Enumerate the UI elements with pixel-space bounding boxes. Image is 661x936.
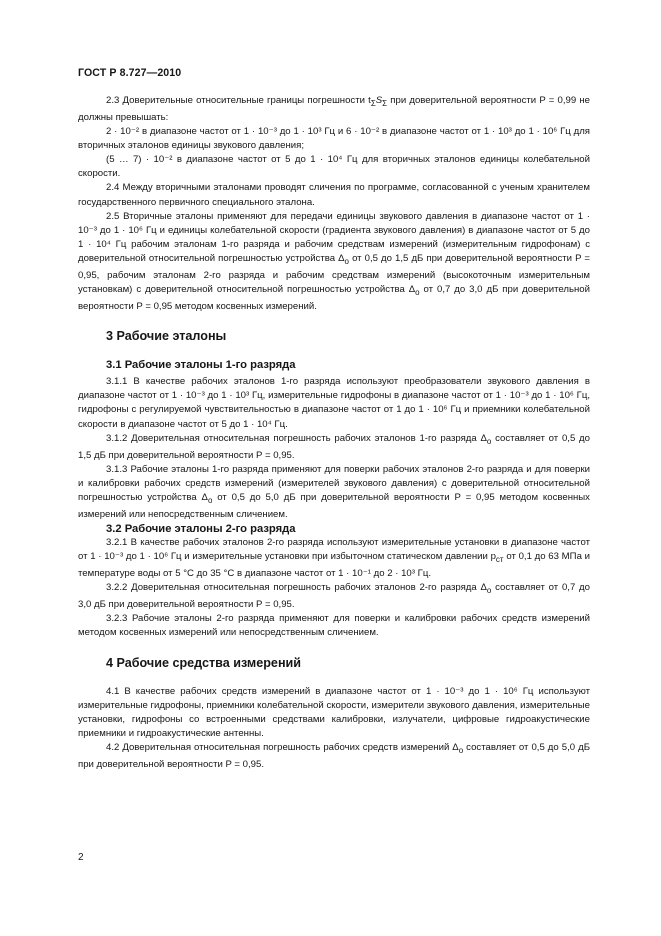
paragraph-2-3: 2.3 Доверительные относительные границы погрешности $t_\Sigma S_\Sigma$ при доверительной вероятности P = 0,99 не должны превышать: [78,95,590,123]
paragraph-2-4: 2.4 Между вторичными эталонами проводят сличения по программе, согласованной с ученым хранителем государственного первичного специального эталона. [78,182,590,208]
paragraph-4-1: 4.1 В качестве рабочих средств измерений в диапазоне частот от 1 · 10⁻³ до 1 · 10⁶ Гц используют измерительные гидрофоны, приемники колебательной скорости, измерители звукового давления, измерительные установки, гидрофоны со встроенными средствами калибровки, излучатели, цифровые гидроакустические приемники и гидроакустические антенны. [78,685,590,739]
page-number: 2 [78,852,84,863]
paragraph-3-2-3: 3.2.3 Рабочие эталоны 2-го разряда применяют для поверки и калибровки рабочих средств измерений методом косвенных измерений или непосредственным сличением. [78,613,590,639]
section-4-heading: 4 Рабочие средства измерений [106,655,302,670]
document-header: ГОСТ Р 8.727—2010 [78,67,182,79]
document-body [78,92,590,772]
paragraph-2-3-line1: 2 · 10⁻² в диапазоне частот от 1 · 10⁻³ до 1 · 10³ Гц и 6 · 10⁻² в диапазоне частот от 1 · 10³ до 1 · 10⁶ Гц для вторичных эталонов единицы звукового давления; [78,126,590,152]
section-3-2-heading: 3.2 Рабочие эталоны 2-го разряда [106,522,296,535]
paragraph-3-1-3: 3.1.3 Рабочие эталоны 1-го разряда применяют для поверки рабочих эталонов 2-го разряда и для поверки и калибровки рабочих средств измерений (измерителей звукового давления) с доверительной относительной погрешностью устройства $\Delta_о$ от 0,5 до 5,0 дБ при доверительной вероятности P = 0,95 методом косвенных измерений или непосредственным сличением. [78,463,590,520]
section-3-heading: 3 Рабочие эталоны [106,329,227,344]
section-3-1-heading: 3.1 Рабочие эталоны 1-го разряда [106,359,296,372]
paragraph-2-5: 2.5 Вторичные эталоны применяют для передачи единицы звукового давления в диапазоне частот от 1 · 10⁻³ до 1 · 10⁶ Гц и единицы колебательной скорости (градиента звукового давления) в диапазоне частот от 5 до 1 · 10⁴ Гц рабочим эталонам 1-го разряда и рабочим средствам измерений (измерительным гидрофонам) с доверительной относительной погрешностью устройства $\Delta_о$ от 0,5 до 1,5 дБ при доверительной вероятности P = 0,95, рабочим эталонам 2-го разряда и рабочим средствам измерений (высокоточным измерительным установкам) с доверительной относительной погрешностью устройства $\Delta_о$ от 0,7 до 3,0 дБ при доверительной вероятности P = 0,95 методом косвенных измерений. [78,210,590,313]
paragraph-3-2-1: 3.2.1 В качестве рабочих эталонов 2-го разряда используют измерительные установки в диапазоне частот от 1 · 10⁻³ до 1 · 10⁶ Гц и измерительные установки при избыточном статическом давлении $p_{ст}$ от 0,1 до 63 МПа и температуре воды от 5 °С до 35 °С в диапазоне частот от 1 · 10⁻¹ до 2 · 10³ Гц. [78,537,590,580]
paragraph-2-3-line2: (5 … 7) · 10⁻² в диапазоне частот от 5 до 1 · 10⁴ Гц для вторичных эталонов единицы колебательной скорости. [78,154,590,180]
paragraph-3-1-1: 3.1.1 В качестве рабочих эталонов 1-го разряда используют преобразователи звукового давления в диапазоне частот от 1 · 10⁻³ до 1 · 10³ Гц, измерительные гидрофоны в диапазоне частот от 1 · 10⁻³ до 1 · 10⁶ Гц, гидрофоны с регулируемой чувствительностью в диапазоне частот от 1 до 1 · 10⁶ Гц и приемники колебательной скорости в диапазоне частот от 5 до 1 · 10⁴ Гц. [78,376,590,430]
paragraph-3-2-2: 3.2.2 Доверительная относительная погрешность рабочих эталонов 2-го разряда $\Delta_о$ составляет от 0,7 до 3,0 дБ при доверительной вероятности P = 0,95. [78,582,590,611]
paragraph-3-1-2: 3.1.2 Доверительная относительная погрешность рабочих эталонов 1-го разряда $\Delta_о$ составляет от 0,5 до 1,5 дБ при доверительной вероятности P = 0,95. [78,432,590,461]
paragraph-4-2: 4.2 Доверительная относительная погрешность рабочих средств измерений $\Delta_о$ составляет от 0,5 до 5,0 дБ при доверительной вероятности P = 0,95. [78,741,590,770]
